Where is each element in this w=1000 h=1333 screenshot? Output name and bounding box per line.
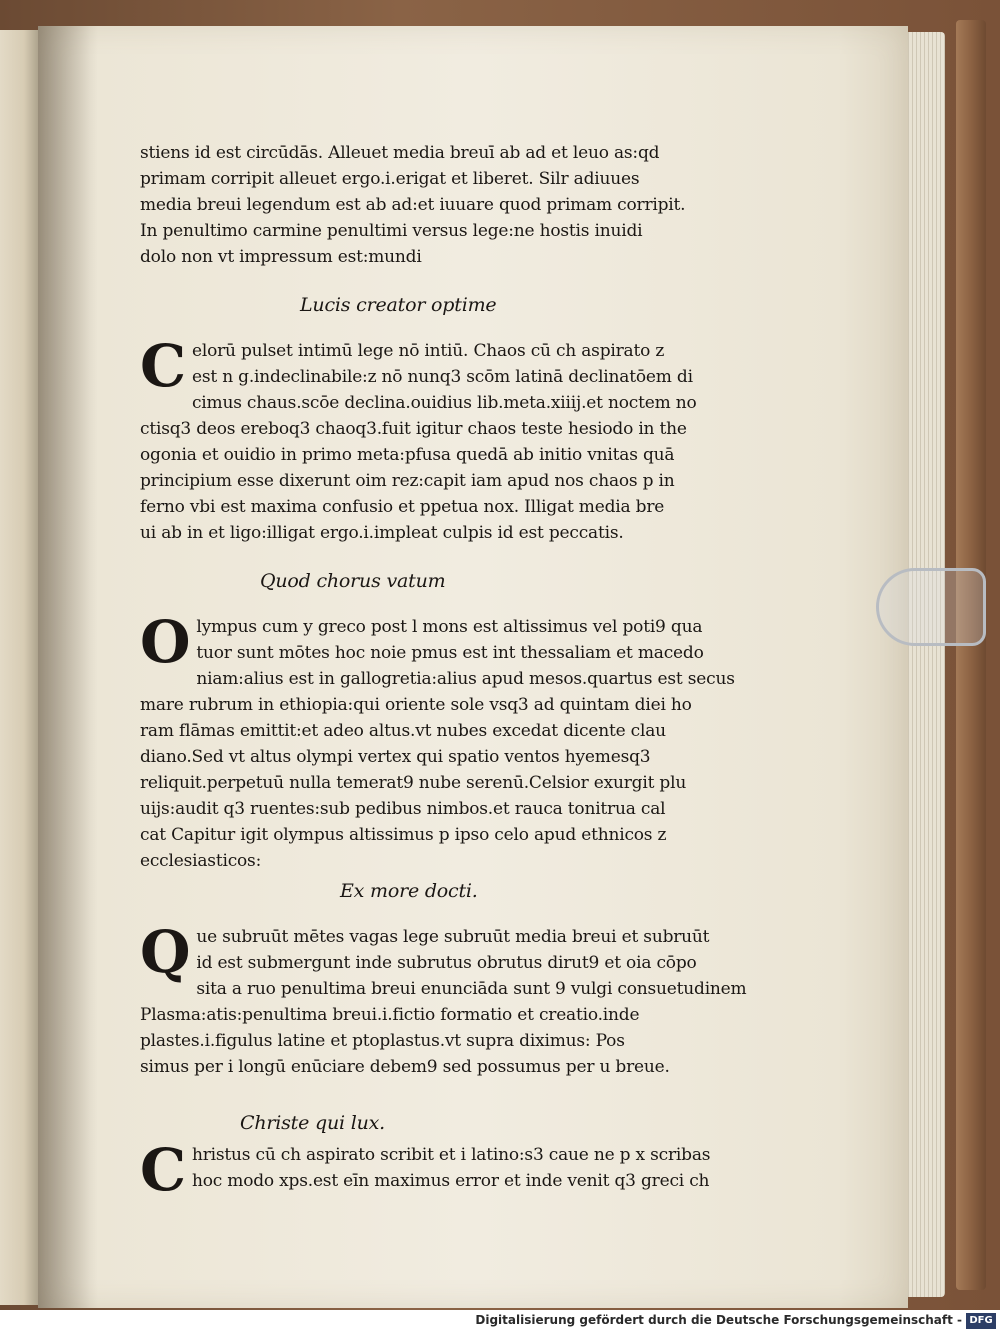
text-line: elorū pulset intimū lege nō intiū. Chaos cū ch aspirato z [191, 341, 665, 361]
text-line: mare rubrum in ethiopia:qui oriente sole vsq3 ad quintam diei ho [140, 695, 692, 715]
text-line: primam corripit alleuet ergo.i.erigat et liberet. Silr adiuues [140, 169, 640, 189]
funding-credit: Digitalisierung gefördert durch die Deutsche Forschungsgemeinschaft - [475, 1313, 962, 1327]
text-line: Plasma:atis:penultima breui.i.fictio formatio et creatio.inde [140, 1005, 640, 1025]
paper-clip-icon [876, 568, 986, 646]
block-3 [140, 608, 790, 874]
text-line: ue subruūt mētes vagas lege subruūt media breui et subruūt [196, 927, 710, 947]
text-line: est n g.indeclinabile:z nō nunq3 scōm latinā declinatōem di [191, 367, 693, 387]
initial-letter: C [140, 1136, 186, 1204]
text-line: plastes.i.figulus latine et ptoplastus.vt supra diximus: Pos [140, 1031, 625, 1051]
section-heading: Christe qui lux. [240, 1112, 385, 1134]
section-heading: Quod chorus vatum [260, 570, 446, 592]
text-line: cimus chaus.scōe declina.ouidius lib.meta.xiiij.et noctem no [191, 393, 697, 413]
initial-letter: Q [140, 918, 191, 986]
dfg-logo: DFG [966, 1313, 996, 1329]
section-heading: Ex more docti. [340, 880, 478, 902]
text-line: ecclesiasticos: [140, 851, 262, 871]
text-line: ferno vbi est maxima confusio et ppetua nox. Illigat media bre [140, 497, 665, 517]
text-line: stiens id est circūdās. Alleuet media breuī ab ad et leuo as:qd [140, 143, 660, 163]
text-line: id est submergunt inde subrutus obrutus dirut9 et oia cōpo [196, 953, 697, 973]
facing-page-edge [0, 30, 40, 1305]
text-line: media breui legendum est ab ad:et iuuare quod primam corripit. [140, 195, 686, 215]
text-line: uijs:audit q3 ruentes:sub pedibus nimbos.et rauca tonitrua cal [140, 799, 666, 819]
text-line: principium esse dixerunt oim rez:capit iam apud nos chaos p in [140, 471, 675, 491]
text-line: ram flāmas emittit:et adeo altus.vt nubes excedat dicente clau [140, 721, 666, 741]
text-line: dolo non vt impressum est:mundi [140, 247, 422, 267]
section-heading: Lucis creator optime [300, 294, 497, 316]
text-line: diano.Sed vt altus olympi vertex qui spatio ventos hyemesq3 [140, 747, 651, 767]
text-line: niam:alius est in gallogretia:alius apud mesos.quartus est secus [196, 669, 735, 689]
initial-letter: O [140, 608, 191, 676]
text-line: ui ab in et ligo:illigat ergo.i.impleat culpis id est peccatis. [140, 523, 624, 543]
text-line: reliquit.perpetuū nulla temerat9 nube serenū.Celsior exurgit plu [140, 773, 687, 793]
text-line: sita a ruo penultima breui enunciāda sunt 9 vulgi consuetudinem [196, 979, 747, 999]
block-1 [140, 140, 790, 270]
text-line: simus per i longū enūciare debem9 sed possumus per u breue. [140, 1057, 670, 1077]
text-line: hoc modo xps.est eīn maximus error et inde venit q3 greci ch [191, 1171, 710, 1191]
block-4 [140, 918, 790, 1080]
text-line: tuor sunt mōtes hoc noie pmus est int thessaliam et macedo [196, 643, 704, 663]
initial-letter: C [140, 332, 186, 400]
text-line: hristus cū ch aspirato scribit et i latino:s3 caue ne p x scribas [191, 1145, 711, 1165]
page-text [140, 140, 790, 1204]
block-5 [140, 1136, 790, 1204]
gutter-shadow [38, 26, 98, 1308]
text-line: ctisq3 deos ereboq3 chaoq3.fuit igitur chaos teste hesiodo in the [140, 419, 687, 439]
text-line: ogonia et ouidio in primo meta:pfusa quedā ab initio vnitas quā [140, 445, 675, 465]
block-2 [140, 332, 790, 546]
text-line: cat Capitur igit olympus altissimus p ipso celo apud ethnicos z [140, 825, 667, 845]
text-line: lympus cum y greco post l mons est altissimus vel poti9 qua [196, 617, 703, 637]
footer-bar [0, 1310, 1000, 1333]
cover-edge [956, 20, 986, 1290]
text-line: In penultimo carmine penultimi versus lege:ne hostis inuidi [140, 221, 643, 241]
